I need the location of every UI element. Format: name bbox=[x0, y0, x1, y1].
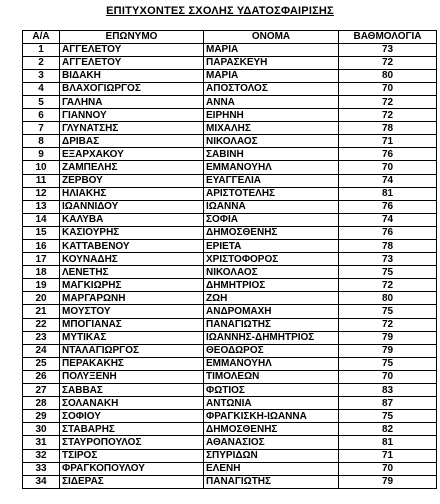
surname-cell: ΗΛΙΑΚΗΣ bbox=[60, 187, 204, 200]
row-number-cell: 10 bbox=[23, 161, 60, 174]
surname-cell: ΙΩΑΝΝΙΔΟΥ bbox=[60, 200, 204, 213]
name-cell: ΔΗΜΟΣΘΕΝΗΣ bbox=[204, 423, 339, 436]
table-row bbox=[23, 253, 437, 266]
grade-cell: 74 bbox=[339, 213, 437, 226]
surname-cell: ΕΞΑΡΧΑΚΟΥ bbox=[60, 148, 204, 161]
table-row bbox=[23, 397, 437, 410]
row-number-cell: 26 bbox=[23, 370, 60, 383]
surname-cell: ΒΛΑΧΟΓΙΩΡΓΟΣ bbox=[60, 82, 204, 95]
grade-cell: 72 bbox=[339, 95, 437, 108]
table-row bbox=[23, 56, 437, 69]
grade-cell: 76 bbox=[339, 148, 437, 161]
row-number-cell: 31 bbox=[23, 436, 60, 449]
name-cell: ΣΠΥΡΙΔΩΝ bbox=[204, 449, 339, 462]
surname-cell: ΜΥΤΙΚΑΣ bbox=[60, 331, 204, 344]
row-number-cell: 32 bbox=[23, 449, 60, 462]
name-cell: ΑΝΝΑ bbox=[204, 95, 339, 108]
row-number-cell: 11 bbox=[23, 174, 60, 187]
row-number-cell: 13 bbox=[23, 200, 60, 213]
row-number-cell: 24 bbox=[23, 344, 60, 357]
table-row bbox=[23, 436, 437, 449]
grade-cell: 70 bbox=[339, 462, 437, 475]
grade-cell: 70 bbox=[339, 161, 437, 174]
name-cell: ΠΑΝΑΓΙΩΤΗΣ bbox=[204, 318, 339, 331]
name-cell: ΕΥΑΓΓΕΛΙΑ bbox=[204, 174, 339, 187]
name-cell: ΜΑΡΙΑ bbox=[204, 43, 339, 56]
grade-cell: 82 bbox=[339, 423, 437, 436]
surname-cell: ΑΓΓΕΛΕΤΟΥ bbox=[60, 56, 204, 69]
row-number-cell: 19 bbox=[23, 279, 60, 292]
row-number-cell: 2 bbox=[23, 56, 60, 69]
grade-cell: 79 bbox=[339, 331, 437, 344]
table-row bbox=[23, 449, 437, 462]
name-cell: ΧΡΙΣΤΟΦΟΡΟΣ bbox=[204, 253, 339, 266]
grade-cell: 74 bbox=[339, 174, 437, 187]
table-row bbox=[23, 109, 437, 122]
table-row bbox=[23, 187, 437, 200]
table-row bbox=[23, 410, 437, 423]
grade-cell: 71 bbox=[339, 135, 437, 148]
results-table bbox=[22, 30, 437, 489]
name-cell: ΔΗΜΗΤΡΙΟΣ bbox=[204, 279, 339, 292]
surname-cell: ΣΤΑΒΑΡΗΣ bbox=[60, 423, 204, 436]
name-cell: ΦΡΑΓΚΙΣΚΗ-ΙΩΑΝΝΑ bbox=[204, 410, 339, 423]
surname-cell: ΓΛΥΝΑΤΣΗΣ bbox=[60, 122, 204, 135]
grade-cell: 78 bbox=[339, 122, 437, 135]
grade-cell: 80 bbox=[339, 69, 437, 82]
surname-cell: ΤΣΙΡΟΣ bbox=[60, 449, 204, 462]
table-row bbox=[23, 423, 437, 436]
surname-cell: ΣΙΔΕΡΑΣ bbox=[60, 475, 204, 488]
grade-cell: 76 bbox=[339, 226, 437, 239]
row-number-cell: 25 bbox=[23, 357, 60, 370]
row-number-cell: 9 bbox=[23, 148, 60, 161]
name-cell: ΣΑΒΙΝΗ bbox=[204, 148, 339, 161]
grade-cell: 76 bbox=[339, 200, 437, 213]
row-number-cell: 23 bbox=[23, 331, 60, 344]
name-cell: ΔΗΜΟΣΘΕΝΗΣ bbox=[204, 226, 339, 239]
surname-cell: ΜΠΟΓΙΑΝΑΣ bbox=[60, 318, 204, 331]
table-row bbox=[23, 43, 437, 56]
row-number-cell: 20 bbox=[23, 292, 60, 305]
name-cell: ΕΜΜΑΝΟΥΗΛ bbox=[204, 161, 339, 174]
name-cell: ΑΝΤΩΝΙΑ bbox=[204, 397, 339, 410]
name-cell: ΦΩΤΙΟΣ bbox=[204, 384, 339, 397]
table-row bbox=[23, 226, 437, 239]
name-cell: ΤΙΜΟΛΕΩΝ bbox=[204, 370, 339, 383]
table-body bbox=[23, 43, 437, 488]
grade-cell: 73 bbox=[339, 43, 437, 56]
row-number-cell: 16 bbox=[23, 240, 60, 253]
table-row bbox=[23, 213, 437, 226]
row-number-cell: 29 bbox=[23, 410, 60, 423]
name-cell: ΜΙΧΑΛΗΣ bbox=[204, 122, 339, 135]
surname-cell: ΚΑΣΙΟΥΡΗΣ bbox=[60, 226, 204, 239]
column-header-grade: ΒΑΘΜΟΛΟΓΙΑ bbox=[339, 31, 437, 44]
row-number-cell: 1 bbox=[23, 43, 60, 56]
table-row bbox=[23, 318, 437, 331]
column-header-surname: ΕΠΩΝΥΜΟ bbox=[60, 31, 204, 44]
name-cell: ΕΛΕΝΗ bbox=[204, 462, 339, 475]
surname-cell: ΣΑΒΒΑΣ bbox=[60, 384, 204, 397]
name-cell: ΕΙΡΗΝΗ bbox=[204, 109, 339, 122]
grade-cell: 75 bbox=[339, 266, 437, 279]
surname-cell: ΛΕΝΕΤΗΣ bbox=[60, 266, 204, 279]
row-number-cell: 34 bbox=[23, 475, 60, 488]
name-cell: ΖΩΗ bbox=[204, 292, 339, 305]
row-number-cell: 27 bbox=[23, 384, 60, 397]
table-row bbox=[23, 240, 437, 253]
grade-cell: 72 bbox=[339, 109, 437, 122]
row-number-cell: 14 bbox=[23, 213, 60, 226]
document-title: ΕΠΙΤΥΧΟΝΤΕΣ ΣΧΟΛΗΣ ΥΔΑΤΟΣΦΑΙΡΙΣΗΣ bbox=[106, 5, 334, 17]
table-row bbox=[23, 279, 437, 292]
grade-cell: 75 bbox=[339, 357, 437, 370]
surname-cell: ΚΑΤΤΑΒΕΝΟΥ bbox=[60, 240, 204, 253]
table-row bbox=[23, 95, 437, 108]
grade-cell: 72 bbox=[339, 318, 437, 331]
table-row bbox=[23, 305, 437, 318]
row-number-cell: 7 bbox=[23, 122, 60, 135]
table-row bbox=[23, 122, 437, 135]
grade-cell: 75 bbox=[339, 305, 437, 318]
row-number-cell: 3 bbox=[23, 69, 60, 82]
name-cell: ΜΑΡΙΑ bbox=[204, 69, 339, 82]
surname-cell: ΜΟΥΣΤΟΥ bbox=[60, 305, 204, 318]
table-row bbox=[23, 135, 437, 148]
grade-cell: 79 bbox=[339, 344, 437, 357]
name-cell: ΕΜΜΑΝΟΥΗΛ bbox=[204, 357, 339, 370]
name-cell: ΑΡΙΣΤΟΤΕΛΗΣ bbox=[204, 187, 339, 200]
name-cell: ΝΙΚΟΛΑΟΣ bbox=[204, 135, 339, 148]
table-row bbox=[23, 174, 437, 187]
surname-cell: ΓΑΛΗΝΑ bbox=[60, 95, 204, 108]
grade-cell: 87 bbox=[339, 397, 437, 410]
name-cell: ΝΙΚΟΛΑΟΣ bbox=[204, 266, 339, 279]
surname-cell: ΜΑΡΓΑΡΩΝΗ bbox=[60, 292, 204, 305]
table-row bbox=[23, 69, 437, 82]
surname-cell: ΑΓΓΕΛΕΤΟΥ bbox=[60, 43, 204, 56]
name-cell: ΣΟΦΙΑ bbox=[204, 213, 339, 226]
surname-cell: ΓΙΑΝΝΟΥ bbox=[60, 109, 204, 122]
table-row bbox=[23, 292, 437, 305]
surname-cell: ΝΤΑΛΑΓΙΩΡΓΟΣ bbox=[60, 344, 204, 357]
name-cell: ΑΝΔΡΟΜΑΧΗ bbox=[204, 305, 339, 318]
grade-cell: 75 bbox=[339, 410, 437, 423]
surname-cell: ΖΕΡΒΟΥ bbox=[60, 174, 204, 187]
table-row bbox=[23, 82, 437, 95]
row-number-cell: 5 bbox=[23, 95, 60, 108]
table-row bbox=[23, 370, 437, 383]
row-number-cell: 18 bbox=[23, 266, 60, 279]
grade-cell: 80 bbox=[339, 292, 437, 305]
surname-cell: ΠΟΛΥΞΕΝΗ bbox=[60, 370, 204, 383]
row-number-cell: 28 bbox=[23, 397, 60, 410]
surname-cell: ΦΡΑΓΚΟΠΟΥΛΟΥ bbox=[60, 462, 204, 475]
name-cell: ΙΩΑΝΝΑ bbox=[204, 200, 339, 213]
table-row bbox=[23, 344, 437, 357]
grade-cell: 83 bbox=[339, 384, 437, 397]
grade-cell: 70 bbox=[339, 370, 437, 383]
surname-cell: ΖΑΜΠΕΛΗΣ bbox=[60, 161, 204, 174]
table-row bbox=[23, 148, 437, 161]
grade-cell: 81 bbox=[339, 436, 437, 449]
name-cell: ΠΑΡΑΣΚΕΥΗ bbox=[204, 56, 339, 69]
row-number-cell: 4 bbox=[23, 82, 60, 95]
grade-cell: 79 bbox=[339, 475, 437, 488]
column-header-aa: Α/Α bbox=[23, 31, 60, 44]
table-row bbox=[23, 266, 437, 279]
table-row bbox=[23, 200, 437, 213]
table-header-row bbox=[23, 31, 437, 44]
table-row bbox=[23, 384, 437, 397]
row-number-cell: 30 bbox=[23, 423, 60, 436]
name-cell: ΕΡΙΕΤΑ bbox=[204, 240, 339, 253]
surname-cell: ΠΕΡΑΚΑΚΗΣ bbox=[60, 357, 204, 370]
surname-cell: ΣΟΛΑΝΑΚΗ bbox=[60, 397, 204, 410]
grade-cell: 78 bbox=[339, 240, 437, 253]
table-row bbox=[23, 331, 437, 344]
row-number-cell: 17 bbox=[23, 253, 60, 266]
grade-cell: 71 bbox=[339, 449, 437, 462]
table-row bbox=[23, 475, 437, 488]
surname-cell: ΚΑΛΥΒΑ bbox=[60, 213, 204, 226]
row-number-cell: 21 bbox=[23, 305, 60, 318]
name-cell: ΑΘΑΝΑΣΙΟΣ bbox=[204, 436, 339, 449]
table-row bbox=[23, 357, 437, 370]
grade-cell: 81 bbox=[339, 187, 437, 200]
surname-cell: ΒΙΔΑΚΗ bbox=[60, 69, 204, 82]
column-header-name: ΟΝΟΜΑ bbox=[204, 31, 339, 44]
table-row bbox=[23, 462, 437, 475]
row-number-cell: 6 bbox=[23, 109, 60, 122]
grade-cell: 73 bbox=[339, 253, 437, 266]
row-number-cell: 33 bbox=[23, 462, 60, 475]
name-cell: ΠΑΝΑΓΙΩΤΗΣ bbox=[204, 475, 339, 488]
surname-cell: ΜΑΓΚΙΩΡΗΣ bbox=[60, 279, 204, 292]
row-number-cell: 15 bbox=[23, 226, 60, 239]
surname-cell: ΔΡΙΒΑΣ bbox=[60, 135, 204, 148]
row-number-cell: 8 bbox=[23, 135, 60, 148]
surname-cell: ΣΤΑΥΡΟΠΟΥΛΟΣ bbox=[60, 436, 204, 449]
row-number-cell: 22 bbox=[23, 318, 60, 331]
grade-cell: 70 bbox=[339, 82, 437, 95]
surname-cell: ΣΟΦΙΟΥ bbox=[60, 410, 204, 423]
grade-cell: 72 bbox=[339, 56, 437, 69]
surname-cell: ΚΟΥΝΑΔΗΣ bbox=[60, 253, 204, 266]
row-number-cell: 12 bbox=[23, 187, 60, 200]
name-cell: ΘΕΟΔΩΡΟΣ bbox=[204, 344, 339, 357]
name-cell: ΙΩΑΝΝΗΣ-ΔΗΜΗΤΡΙΟΣ bbox=[204, 331, 339, 344]
grade-cell: 72 bbox=[339, 279, 437, 292]
name-cell: ΑΠΟΣΤΟΛΟΣ bbox=[204, 82, 339, 95]
table-row bbox=[23, 161, 437, 174]
